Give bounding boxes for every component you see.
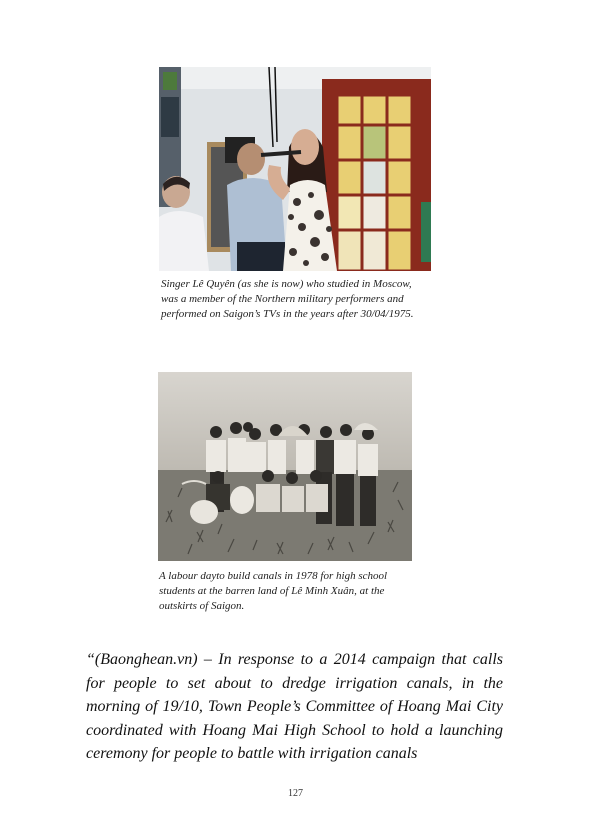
page-number: 127 xyxy=(288,788,303,799)
singer-photo xyxy=(159,67,431,271)
photo-caption-singer: Singer Lê Quyên (as she is now) who studied in Moscow, was a member of the Northern military performers and performed on Saigon’s TVs in the years after 30/04/1975. xyxy=(161,278,414,320)
body-paragraph: “(Baonghean.vn) – In response to a 2014 campaign that calls for people to set about to dredge irrigation canals, in the morning of 19/10, Town People’s Committee of Hoang Mai City coordinated with Hoang Mai High School to hold a launching ceremony for people to battle with irrigation canals xyxy=(86,651,503,762)
photo-caption-students: A labour dayto build canals in 1978 for high school students at the barren land of Lê Minh Xuân, at the outskirts of Saigon. xyxy=(159,570,388,612)
students-group-photo xyxy=(158,372,412,561)
